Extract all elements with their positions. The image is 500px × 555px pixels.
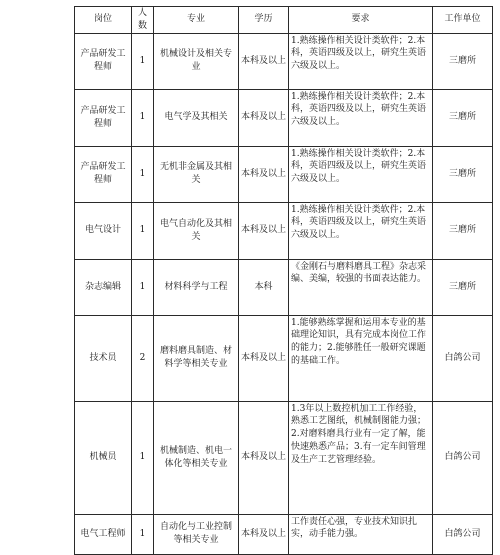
table-row bbox=[75, 202, 493, 259]
cell-major: 无机非金属及其相关 bbox=[154, 146, 239, 202]
cell-requirements: 1.熟练操作相关设计类软件；2.本科，英语四级及以上，研究生英语六级及以上。 bbox=[289, 89, 433, 146]
cell-position: 杂志编辑 bbox=[75, 259, 132, 315]
cell-count: 1 bbox=[132, 89, 154, 146]
cell-employer: 三磨所 bbox=[433, 146, 493, 202]
table-header-row bbox=[75, 7, 493, 34]
cell-employer: 三磨所 bbox=[433, 202, 493, 259]
cell-employer: 三磨所 bbox=[433, 259, 493, 315]
cell-count: 1 bbox=[132, 514, 154, 554]
cell-requirements: 1.熟练操作相关设计类软件；2.本科，英语四级及以上，研究生英语六级及以上。 bbox=[289, 146, 433, 202]
table-row bbox=[75, 401, 493, 514]
cell-count: 1 bbox=[132, 259, 154, 315]
cell-major: 电气学及其相关 bbox=[154, 89, 239, 146]
cell-count: 1 bbox=[132, 146, 154, 202]
cell-position: 产品研发工程师 bbox=[75, 33, 132, 89]
cell-employer: 三磨所 bbox=[433, 33, 493, 89]
cell-position: 产品研发工程师 bbox=[75, 146, 132, 202]
header-employer: 工作单位 bbox=[433, 7, 493, 34]
cell-education: 本科及以上 bbox=[239, 514, 289, 554]
header-requirements: 要求 bbox=[289, 7, 433, 34]
table-row bbox=[75, 89, 493, 146]
job-table bbox=[74, 6, 493, 555]
cell-requirements: 1.能够熟练掌握和运用本专业的基础理论知识，具有完成本岗位工作的能力；2.能够胜任一般研究课题的基础工作。 bbox=[289, 315, 433, 401]
cell-major: 机械制造、机电一体化等相关专业 bbox=[154, 401, 239, 514]
table-row bbox=[75, 315, 493, 401]
cell-education: 本科及以上 bbox=[239, 146, 289, 202]
cell-count: 1 bbox=[132, 33, 154, 89]
cell-education: 本科及以上 bbox=[239, 202, 289, 259]
cell-count: 2 bbox=[132, 315, 154, 401]
header-major: 专业 bbox=[154, 7, 239, 34]
cell-education: 本科及以上 bbox=[239, 315, 289, 401]
cell-education: 本科 bbox=[239, 259, 289, 315]
cell-major: 材料科学与工程 bbox=[154, 259, 239, 315]
cell-count: 1 bbox=[132, 202, 154, 259]
cell-position: 技术员 bbox=[75, 315, 132, 401]
cell-position: 电气设计 bbox=[75, 202, 132, 259]
cell-requirements: 工作责任心强，专业技术知识扎实，动手能力强。 bbox=[289, 514, 433, 554]
cell-requirements: 《金刚石与磨料磨具工程》杂志采编、美编，较强的书面表达能力。 bbox=[289, 259, 433, 315]
cell-position: 机械员 bbox=[75, 401, 132, 514]
cell-major: 电气自动化及其相关 bbox=[154, 202, 239, 259]
cell-employer: 白鸽公司 bbox=[433, 315, 493, 401]
table-row bbox=[75, 146, 493, 202]
cell-employer: 三磨所 bbox=[433, 89, 493, 146]
table-row bbox=[75, 514, 493, 554]
cell-employer: 白鸽公司 bbox=[433, 514, 493, 554]
cell-requirements: 1.3年以上数控机加工工作经验，熟悉工艺图纸，机械制图能力强；2.对磨料磨具行业有一定了解，能快速熟悉产品；3.有一定车间管理及生产工艺管理经验。 bbox=[289, 401, 433, 514]
cell-count: 1 bbox=[132, 401, 154, 514]
cell-requirements: 1.熟练操作相关设计类软件；2.本科，英语四级及以上，研究生英语六级及以上。 bbox=[289, 33, 433, 89]
header-education: 学历 bbox=[239, 7, 289, 34]
header-count: 人数 bbox=[132, 7, 154, 34]
cell-requirements: 1.熟练操作相关设计类软件；2.本科，英语四级及以上，研究生英语六级及以上。 bbox=[289, 202, 433, 259]
cell-education: 本科及以上 bbox=[239, 89, 289, 146]
cell-major: 机械设计及相关专业 bbox=[154, 33, 239, 89]
cell-position: 产品研发工程师 bbox=[75, 89, 132, 146]
cell-position: 电气工程师 bbox=[75, 514, 132, 554]
cell-major: 自动化与工业控制等相关专业 bbox=[154, 514, 239, 554]
cell-major: 磨料磨具制造、材料学等相关专业 bbox=[154, 315, 239, 401]
table-row bbox=[75, 33, 493, 89]
cell-employer: 白鸽公司 bbox=[433, 401, 493, 514]
header-position: 岗位 bbox=[75, 7, 132, 34]
table-row bbox=[75, 259, 493, 315]
cell-education: 本科及以上 bbox=[239, 33, 289, 89]
cell-education: 本科及以上 bbox=[239, 401, 289, 514]
